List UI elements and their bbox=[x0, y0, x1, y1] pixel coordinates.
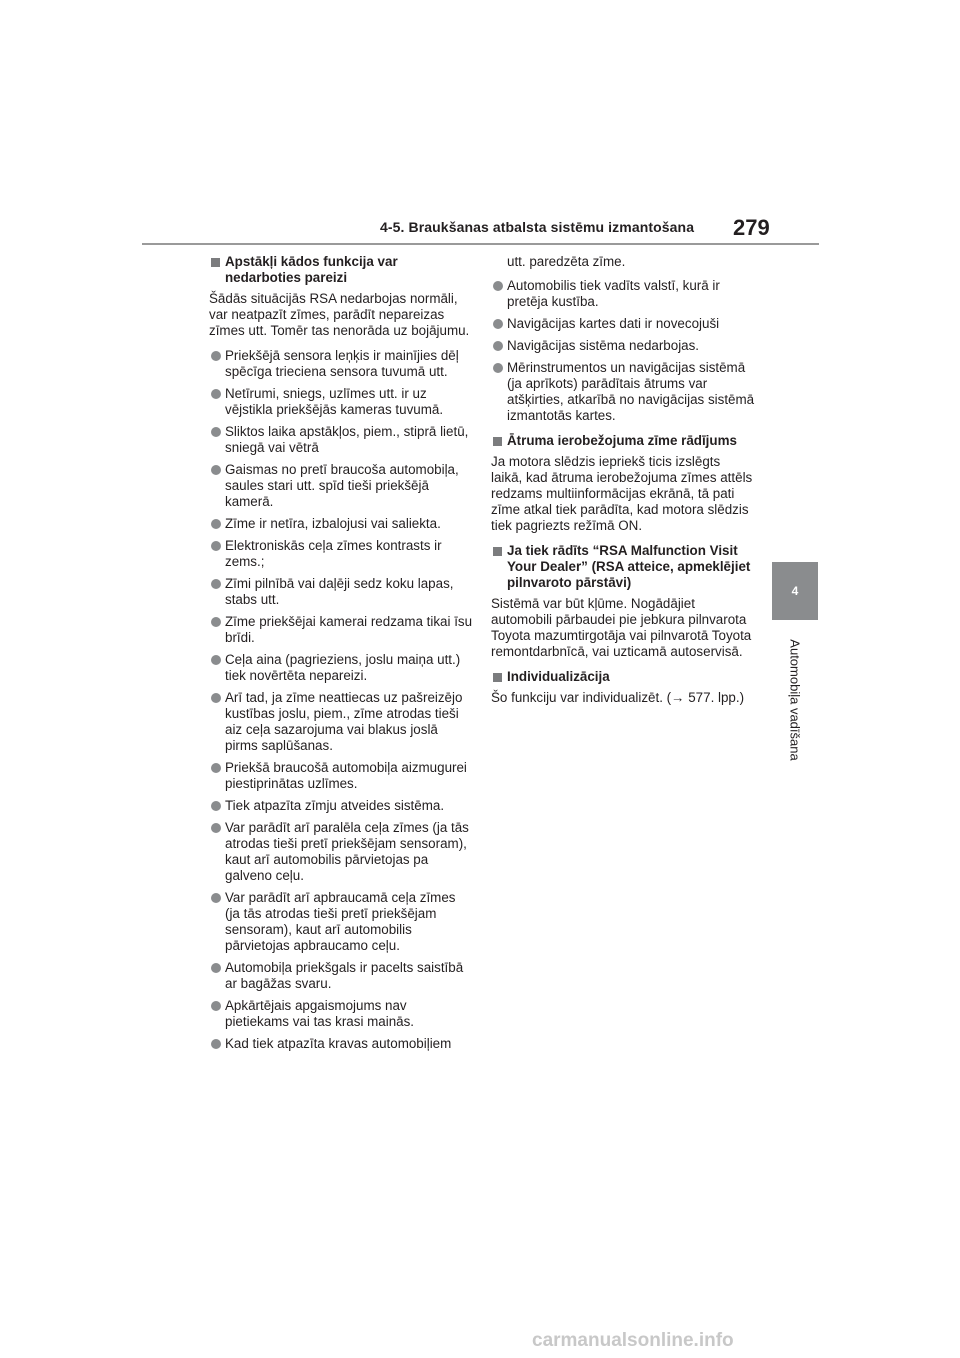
list-item: Zīme priekšējai kamerai redzama tikai īsu brīdi. bbox=[209, 614, 473, 646]
list-item: Elektroniskās ceļa zīmes kontrasts ir zems.; bbox=[209, 538, 473, 570]
list-item: Sliktos laika apstākļos, piem., stiprā lietū, sniegā vai vētrā bbox=[209, 424, 473, 456]
list-item: Ceļa aina (pagrieziens, joslu maiņa utt.) tiek novērtēta nepareizi. bbox=[209, 652, 473, 684]
list-item: Tiek atpazīta zīmju atveides sistēma. bbox=[209, 798, 473, 814]
list-item: Arī tad, ja zīme neattiecas uz pašreizējo kustības joslu, piem., zīme atrodas tieši aiz ceļa sazarojuma vai blakus joslā pirms saplūšanas. bbox=[209, 690, 473, 754]
list-item-continuation: utt. paredzēta zīme. bbox=[507, 254, 626, 269]
list-item: Navigācijas sistēma nedarbojas. bbox=[491, 338, 755, 354]
list-item: Mērinstrumentos un navigācijas sistēmā (ja aprīkots) parādītais ātrums var atšķirties, atkarībā no navigācijas sistēmā izmantotās kartes. bbox=[491, 360, 755, 424]
list-item: Automobilis tiek vadīts valstī, kurā ir pretēja kustība. bbox=[491, 278, 755, 310]
list-item: Priekšējā sensora leņķis ir mainījies dēļ spēcīga trieciena sensora tuvumā utt. bbox=[209, 348, 473, 380]
chapter-tab[interactable]: 4 bbox=[772, 562, 818, 620]
intro-paragraph: Šādās situācijās RSA nedarbojas normāli, var neatpazīt zīmes, parādīt nepareizas zīmes utt. Tomēr tas nenorāda uz bojājumu. bbox=[209, 291, 470, 338]
chapter-label: Automobiļa vadīšana bbox=[787, 639, 803, 761]
section-heading: Ja tiek rādīts “RSA Malfunction Visit Your Dealer” (RSA atteice, apmeklējiet pilnvaroto pārstāvi) bbox=[491, 543, 755, 591]
list-item: Zīmi pilnībā vai daļēji sedz koku lapas, stabs utt. bbox=[209, 576, 473, 608]
list-item: Automobiļa priekšgals ir pacelts saistībā ar bagāžas svaru. bbox=[209, 960, 473, 992]
list-item: Kad tiek atpazīta kravas automobiļiem bbox=[209, 1036, 473, 1052]
section-heading: Ātruma ierobežojuma zīme rādījums bbox=[491, 433, 755, 449]
list-item: Priekšā braucošā automobiļa aizmugurei piestiprinātas uzlīmes. bbox=[209, 760, 473, 792]
section-heading: Individualizācija bbox=[491, 669, 755, 685]
paragraph: Ja motora slēdzis iepriekš ticis izslēgts laikā, kad ātruma ierobežojuma zīmes attēls redzams multiinformācijas ekrānā, tā pati zīme atkal tiek parādīta, kad motora slēdzis tiek pagriezts režīmā ON. bbox=[491, 454, 753, 533]
list-item: Var parādīt arī paralēla ceļa zīmes (ja tās atrodas tieši pretī priekšējam sensoram), kaut arī automobilis pārvietojas pa galveno ceļu. bbox=[209, 820, 473, 884]
paragraph: Sistēmā var būt kļūme. Nogādājiet automobili pārbaudei pie jebkura pilnvarota Toyota mazumtirgotāja vai pilnvarotā Toyota remontdarbnīcā, vai uzticamā autoservisā. bbox=[491, 596, 752, 659]
list-item: Var parādīt arī apbraucamā ceļa zīmes (ja tās atrodas tieši pretī priekšējam sensoram), kaut arī automobilis pārvietojas apbraucamo ceļu. bbox=[209, 890, 473, 954]
section-heading: Apstākļi kādos funkcija var nedarboties pareizi bbox=[209, 254, 473, 286]
list-item: Zīme ir netīra, izbalojusi vai saliekta. bbox=[209, 516, 473, 532]
site-watermark: carmanualsonline.info bbox=[532, 1330, 734, 1351]
right-column bbox=[491, 254, 755, 715]
cross-reference-paragraph: Šo funkciju var individualizēt. (→ 577. lpp.) bbox=[491, 690, 745, 705]
header-divider bbox=[142, 243, 819, 245]
section-title: 4-5. Braukšanas atbalsta sistēmu izmantošana bbox=[380, 219, 695, 235]
list-item: Gaismas no pretī braucoša automobiļa, saules stari utt. spīd tieši priekšējā kamerā. bbox=[209, 462, 473, 510]
list-item: Navigācijas kartes dati ir novecojuši bbox=[491, 316, 755, 332]
list-item: Netīrumi, sniegs, uzlīmes utt. ir uz vējstikla priekšējās kameras tuvumā. bbox=[209, 386, 473, 418]
list-item: Apkārtējais apgaismojums nav pietiekams vai tas krasi mainās. bbox=[209, 998, 473, 1030]
page-number: 279 bbox=[733, 215, 770, 240]
left-column bbox=[209, 254, 473, 1058]
